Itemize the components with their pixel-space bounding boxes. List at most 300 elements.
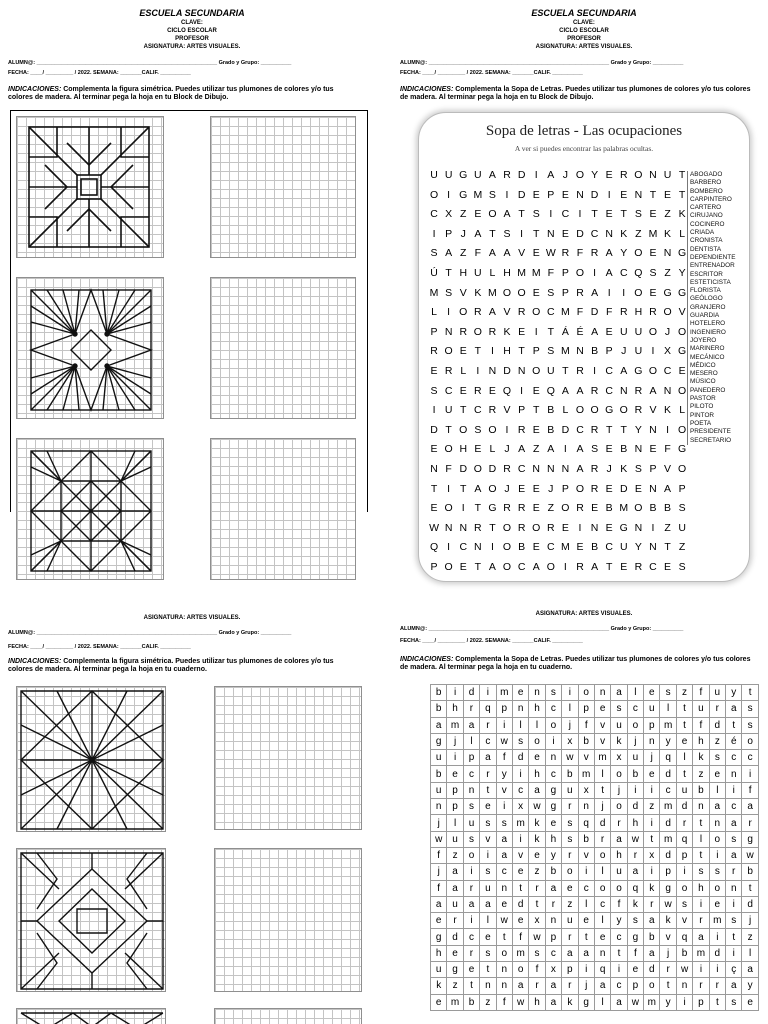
wordsearch-cell[interactable]: x [545,962,561,978]
wordsearch-letter[interactable]: O [488,423,497,436]
wordsearch-letter[interactable]: I [563,561,568,573]
wordsearch-cell[interactable]: r [562,799,578,815]
wordsearch-letter[interactable]: R [547,521,556,534]
wordsearch-cell[interactable]: s [627,913,643,929]
wordsearch-cell[interactable]: m [447,994,463,1010]
wordsearch-letter[interactable]: D [517,169,526,181]
wordsearch-letter[interactable]: G [678,443,687,456]
wordsearch-cell[interactable]: u [562,782,578,798]
wordsearch-cell[interactable]: i [726,945,742,961]
wordsearch-cell[interactable]: e [578,913,594,929]
wordsearch-letter[interactable]: R [430,345,439,358]
wordsearch-letter[interactable]: B [649,502,657,515]
wordsearch-cell[interactable]: x [611,750,627,766]
wordsearch-cell[interactable]: u [480,880,496,896]
wordsearch-cell[interactable]: u [562,913,578,929]
wordsearch-cell[interactable]: j [562,717,578,733]
wordsearch-cell[interactable]: r [447,913,463,929]
wordsearch-cell[interactable]: s [742,701,758,717]
wordsearch-cell[interactable]: w [512,994,528,1010]
wordsearch-letter[interactable]: M [561,345,571,358]
wordsearch-cell[interactable]: i [512,831,528,847]
wordsearch-cell[interactable]: a [726,847,742,863]
wordsearch-letter[interactable]: T [678,169,686,181]
wordsearch-letter[interactable]: R [649,306,658,319]
wordsearch-cell[interactable]: s [463,799,479,815]
wordsearch-cell[interactable]: e [431,913,447,929]
wordsearch-cell[interactable]: t [529,896,545,912]
wordsearch-letter[interactable]: E [518,482,526,495]
wordsearch-cell[interactable]: d [709,945,725,961]
wordsearch-cell[interactable]: c [627,701,643,717]
wordsearch-letter[interactable]: G [459,169,468,181]
wordsearch-cell[interactable]: g [578,994,594,1010]
wordsearch-letter[interactable]: V [503,404,512,417]
wordsearch-letter[interactable]: O [575,267,585,279]
wordsearch-cell[interactable]: g [447,962,463,978]
wordsearch-letter[interactable]: I [447,188,451,201]
wordsearch-letter[interactable]: L [489,443,496,456]
wordsearch-cell[interactable]: s [562,831,578,847]
wordsearch-letter[interactable]: E [532,247,541,260]
wordsearch-cell[interactable]: r [709,701,725,717]
wordsearch-cell[interactable]: v [578,750,594,766]
wordsearch-letter[interactable]: C [605,384,614,397]
wordsearch-letter[interactable]: T [460,482,467,495]
wordsearch-cell[interactable]: o [611,880,627,896]
wordsearch-letter[interactable]: T [620,423,628,436]
wordsearch-cell[interactable]: i [709,929,725,945]
wordsearch-letter[interactable]: Q [502,384,512,397]
wordsearch-cell[interactable]: q [594,962,610,978]
wordsearch-cell[interactable]: q [627,880,643,896]
wordsearch-letter[interactable]: R [503,169,512,181]
wordsearch-letter[interactable]: I [505,423,509,436]
student-field[interactable]: ALUMN@: ___________________________________________________________ Grado y Grupo: __________ [8,60,292,66]
wordsearch-letter[interactable]: O [444,561,454,573]
wordsearch-letter[interactable]: O [532,365,541,377]
wordsearch-letter[interactable]: R [634,384,643,397]
wordsearch-cell[interactable]: e [562,880,578,896]
wordsearch-letter[interactable]: O [561,502,570,515]
wordsearch-cell[interactable]: x [529,913,545,929]
wordsearch-letter[interactable]: O [517,286,527,299]
wordsearch-cell[interactable]: o [611,799,627,815]
wordsearch-cell[interactable]: a [545,978,561,994]
wordsearch-letter[interactable]: S [678,502,687,515]
wordsearch-cell[interactable]: f [627,945,643,961]
wordsearch-letter[interactable]: O [575,482,585,495]
wordsearch-cell[interactable]: b [578,831,594,847]
wordsearch-cell[interactable]: o [627,717,643,733]
wordsearch-cell[interactable]: a [447,880,463,896]
wordsearch-cell[interactable]: i [644,815,660,831]
wordsearch-letter[interactable]: Z [460,247,467,260]
wordsearch-letter[interactable]: V [649,404,657,417]
wordsearch-cell[interactable]: z [447,978,463,994]
wordsearch-cell[interactable]: e [594,701,610,717]
wordsearch-cell[interactable]: u [676,782,692,798]
wordsearch-letter[interactable]: S [445,286,453,299]
wordsearch-cell[interactable]: p [545,929,561,945]
wordsearch-letter[interactable]: O [502,521,512,534]
wordsearch-letter[interactable]: E [605,325,614,338]
wordsearch-letter[interactable]: I [447,541,451,554]
wordsearch-cell[interactable]: o [512,962,528,978]
wordsearch-cell[interactable]: n [644,733,660,749]
wordsearch-cell[interactable]: i [742,766,758,782]
wordsearch-cell[interactable]: k [529,831,545,847]
wordsearch-letter[interactable]: A [561,384,570,397]
wordsearch-cell[interactable]: g [431,929,447,945]
wordsearch-letter[interactable]: R [576,502,585,515]
wordsearch-cell[interactable]: p [676,847,692,863]
wordsearch-letter[interactable]: R [561,247,570,260]
wordsearch-cell[interactable]: a [529,782,545,798]
wordsearch-letter[interactable]: Á [561,325,570,338]
wordsearch-letter[interactable]: N [590,521,599,534]
wordsearch-cell[interactable]: c [463,929,479,945]
wordsearch-letter[interactable]: Z [664,267,672,279]
wordsearch-letter[interactable]: T [605,423,613,436]
wordsearch-letter[interactable]: J [562,169,569,181]
wordsearch-cell[interactable]: g [431,733,447,749]
wordsearch-letter[interactable]: C [459,541,468,554]
wordsearch-cell[interactable]: z [644,799,660,815]
wordsearch-letter[interactable]: N [459,521,468,534]
wordsearch-cell[interactable]: r [463,880,479,896]
wordsearch-letter[interactable]: A [474,227,482,240]
wordsearch-cell[interactable]: r [709,978,725,994]
wordsearch-cell[interactable]: n [676,978,692,994]
wordsearch-letter[interactable]: E [620,561,628,573]
wordsearch-letter[interactable]: I [490,541,495,554]
wordsearch-letter[interactable]: M [473,188,483,201]
wordsearch-cell[interactable]: n [594,945,610,961]
wordsearch-letter[interactable]: C [605,365,614,377]
wordsearch-cell[interactable]: u [644,701,660,717]
date-field[interactable]: FECHA: ____/ _________ / 2022. SEMANA: _______CALIF. __________ [8,644,191,650]
wordsearch-letter[interactable]: P [547,188,555,201]
wordsearch-cell[interactable]: a [578,945,594,961]
wordsearch-cell[interactable]: r [726,864,742,880]
wordsearch-cell[interactable]: k [611,733,627,749]
wordsearch-cell[interactable]: f [693,685,709,701]
wordsearch-letter[interactable]: C [561,208,570,221]
wordsearch-letter[interactable]: E [678,365,687,377]
wordsearch-cell[interactable]: b [463,994,479,1010]
wordsearch-cell[interactable]: c [611,929,627,945]
wordsearch-letter[interactable]: M [531,267,542,279]
wordsearch-letter[interactable]: F [576,247,584,260]
wordsearch-letter[interactable]: Ú [430,267,439,279]
wordsearch-cell[interactable]: z [742,929,758,945]
wordsearch-letter[interactable]: G [678,345,687,358]
wordsearch-letter[interactable]: A [488,306,497,319]
wordsearch-cell[interactable]: w [627,831,643,847]
wordsearch-cell[interactable]: a [562,945,578,961]
wordsearch-letter[interactable]: B [547,423,555,436]
wordsearch-cell[interactable]: s [480,864,496,880]
wordsearch-letter[interactable]: D [576,227,585,240]
wordsearch-cell[interactable]: l [676,750,692,766]
wordsearch-letter[interactable]: R [474,384,483,397]
wordsearch-letter[interactable]: G [619,521,629,534]
student-field[interactable]: ALUMN@: ___________________________________________________________ Grado y Grupo: __________ [8,630,292,636]
wordsearch-letter[interactable]: P [430,325,439,338]
wordsearch-cell[interactable]: v [496,782,512,798]
wordsearch-letter[interactable]: R [517,306,526,319]
wordsearch-cell[interactable]: q [676,929,692,945]
wordsearch-cell[interactable]: s [562,815,578,831]
wordsearch-letter[interactable]: O [634,247,643,260]
wordsearch-letter[interactable]: T [532,227,540,240]
wordsearch-cell[interactable]: b [431,685,447,701]
wordsearch-letter[interactable]: S [547,345,555,358]
wordsearch-cell[interactable]: b [644,929,660,945]
wordsearch-cell[interactable]: y [660,733,676,749]
wordsearch-cell[interactable]: s [709,750,725,766]
wordsearch-letter[interactable]: U [474,169,483,181]
wordsearch-cell[interactable]: e [627,962,643,978]
wordsearch-cell[interactable]: n [512,701,528,717]
wordsearch-cell[interactable]: t [726,717,742,733]
wordsearch-cell[interactable]: l [529,717,545,733]
wordsearch-letter[interactable]: Z [664,208,672,221]
wordsearch-cell[interactable]: o [578,685,594,701]
wordsearch-cell[interactable]: f [496,750,512,766]
wordsearch-cell[interactable]: é [726,733,742,749]
wordsearch-cell[interactable]: i [627,782,643,798]
wordsearch-cell[interactable]: e [496,896,512,912]
wordsearch-cell[interactable]: s [726,994,742,1010]
empty-grid-1[interactable] [210,116,356,258]
wordsearch-cell[interactable]: a [644,913,660,929]
wordsearch-letter[interactable]: E [605,208,614,221]
wordsearch-cell[interactable]: t [742,685,758,701]
wordsearch-cell[interactable]: o [709,831,725,847]
wordsearch-letter[interactable]: D [430,423,439,436]
wordsearch-cell[interactable]: q [660,750,676,766]
wordsearch-cell[interactable]: t [742,880,758,896]
wordsearch-cell[interactable]: e [545,815,561,831]
wordsearch-letter[interactable]: N [547,227,556,240]
wordsearch-letter[interactable]: R [590,463,599,475]
wordsearch-letter[interactable]: A [649,384,657,397]
wordsearch-cell[interactable]: g [545,799,561,815]
wordsearch-letter[interactable]: B [605,502,614,515]
wordsearch-cell[interactable]: i [447,750,463,766]
wordsearch-letter[interactable]: T [664,541,672,554]
wordsearch-cell[interactable]: e [512,913,528,929]
wordsearch-cell[interactable]: x [644,847,660,863]
wordsearch-cell[interactable]: b [742,864,758,880]
student-field[interactable]: ALUMN@: ___________________________________________________________ Grado y Grupo: __________ [400,60,684,66]
wordsearch-cell[interactable]: m [594,750,610,766]
wordsearch-letter[interactable]: E [430,365,439,377]
wordsearch-letter[interactable]: I [593,365,597,377]
wordsearch-letter[interactable]: E [459,384,468,397]
wordsearch-cell[interactable]: u [611,717,627,733]
wordsearch-letter[interactable]: N [605,227,614,240]
wordsearch-cell[interactable]: t [726,929,742,945]
wordsearch-letter[interactable]: R [503,502,512,515]
wordsearch-letter[interactable]: O [634,286,643,299]
wordsearch-cell[interactable]: r [480,766,496,782]
wordsearch-cell[interactable]: i [480,685,496,701]
wordsearch-letter[interactable]: O [532,521,541,534]
wordsearch-letter[interactable]: A [503,208,512,221]
wordsearch-letter[interactable]: C [517,561,526,573]
wordsearch-letter[interactable]: O [502,561,512,573]
wordsearch-letter[interactable]: I [607,188,612,201]
wordsearch-cell[interactable]: p [644,717,660,733]
wordsearch-cell[interactable]: d [463,685,479,701]
wordsearch-cell[interactable]: o [611,766,627,782]
wordsearch-cell[interactable]: a [742,962,758,978]
wordsearch-cell[interactable]: a [726,701,742,717]
wordsearch-cell[interactable]: w [562,750,578,766]
wordsearch-letter[interactable]: O [532,306,541,319]
wordsearch-cell[interactable]: h [529,766,545,782]
wordsearch-letter[interactable]: B [664,502,672,515]
wordsearch-cell[interactable]: y [545,847,561,863]
wordsearch-letter[interactable]: E [561,521,570,534]
wordsearch-cell[interactable]: h [611,847,627,863]
wordsearch-cell[interactable]: y [611,913,627,929]
wordsearch-letter[interactable]: I [447,482,451,495]
wordsearch-letter[interactable]: G [634,365,643,377]
wordsearch-letter[interactable]: R [488,325,497,338]
wordsearch-cell[interactable]: i [562,685,578,701]
wordsearch-letter[interactable]: O [663,306,673,319]
wordsearch-letter[interactable]: C [547,541,556,554]
wordsearch-letter[interactable]: E [649,443,657,456]
wordsearch-cell[interactable]: l [562,701,578,717]
wordsearch-cell[interactable]: e [709,896,725,912]
empty-grid-5[interactable] [214,848,362,992]
wordsearch-cell[interactable]: e [447,945,463,961]
wordsearch-letter[interactable]: M [488,286,498,299]
wordsearch-cell[interactable]: z [447,847,463,863]
wordsearch-cell[interactable]: f [431,847,447,863]
empty-grid-4[interactable] [214,686,362,830]
wordsearch-cell[interactable]: s [496,815,512,831]
wordsearch-letter[interactable]: I [593,267,597,279]
wordsearch-letter[interactable]: C [474,404,483,417]
wordsearch-letter[interactable]: T [532,404,540,417]
wordsearch-letter[interactable]: L [679,404,686,417]
wordsearch-cell[interactable]: t [676,766,692,782]
wordsearch-letter[interactable]: Z [678,541,686,554]
wordsearch-cell[interactable]: p [693,994,709,1010]
wordsearch-table[interactable] [430,684,759,1011]
wordsearch-letter[interactable]: O [502,541,512,554]
wordsearch-letter[interactable]: R [634,404,643,417]
wordsearch-letter[interactable]: R [488,404,497,417]
wordsearch-letter[interactable]: O [678,384,687,397]
wordsearch-letter[interactable]: G [488,502,497,515]
wordsearch-cell[interactable]: a [742,799,758,815]
wordsearch-cell[interactable]: j [431,815,447,831]
wordsearch-letter[interactable]: I [432,404,436,417]
wordsearch-letter[interactable]: T [620,208,628,221]
wordsearch-letter[interactable]: R [576,286,585,299]
wordsearch-cell[interactable]: s [512,733,528,749]
date-field[interactable]: FECHA: ____/ _________ / 2022. SEMANA: _______CALIF. __________ [400,70,583,76]
wordsearch-cell[interactable]: r [562,929,578,945]
wordsearch-cell[interactable]: i [693,896,709,912]
wordsearch-letter[interactable]: O [575,169,585,181]
wordsearch-letter[interactable]: O [575,404,585,417]
wordsearch-cell[interactable]: l [594,994,610,1010]
wordsearch-cell[interactable]: t [660,978,676,994]
wordsearch-cell[interactable]: e [512,864,528,880]
wordsearch-cell[interactable]: p [463,750,479,766]
wordsearch-letter[interactable]: V [503,306,512,319]
wordsearch-letter[interactable]: G [605,404,614,417]
wordsearch-letter[interactable]: O [634,502,643,515]
wordsearch-cell[interactable]: v [594,733,610,749]
wordsearch-letter[interactable]: O [619,404,629,417]
wordsearch-cell[interactable]: q [578,815,594,831]
wordsearch-cell[interactable]: o [594,880,610,896]
wordsearch-letter[interactable]: E [561,227,570,240]
wordsearch-cell[interactable]: a [512,978,528,994]
wordsearch-letter[interactable]: E [474,443,482,456]
wordsearch-letter[interactable]: H [634,306,643,319]
wordsearch-cell[interactable]: b [545,864,561,880]
wordsearch-letter[interactable]: I [651,345,655,358]
wordsearch-cell[interactable]: w [660,896,676,912]
wordsearch-letter[interactable]: B [547,404,555,417]
wordsearch-letter[interactable]: Z [635,227,643,240]
wordsearch-cell[interactable]: o [644,978,660,994]
wordsearch-cell[interactable]: n [726,880,742,896]
wordsearch-cell[interactable]: r [594,831,610,847]
wordsearch-cell[interactable]: j [644,750,660,766]
wordsearch-letter[interactable]: T [474,561,482,573]
wordsearch-letter[interactable]: T [474,502,482,515]
wordsearch-letter[interactable]: E [649,247,657,260]
wordsearch-cell[interactable]: c [545,701,561,717]
wordsearch-cell[interactable]: h [529,994,545,1010]
wordsearch-cell[interactable]: n [496,880,512,896]
wordsearch-letter[interactable]: T [518,208,526,221]
wordsearch-letter[interactable]: O [678,325,687,338]
wordsearch-cell[interactable]: d [660,815,676,831]
wordsearch-cell[interactable]: f [578,717,594,733]
wordsearch-cell[interactable]: b [627,766,643,782]
wordsearch-cell[interactable]: m [709,913,725,929]
wordsearch-letter[interactable]: J [606,463,613,475]
wordsearch-letter[interactable]: E [532,423,541,436]
wordsearch-cell[interactable]: m [693,945,709,961]
wordsearch-cell[interactable]: t [463,978,479,994]
wordsearch-letter[interactable]: Y [591,169,599,181]
wordsearch-letter[interactable]: E [518,325,526,338]
wordsearch-cell[interactable]: i [480,847,496,863]
wordsearch-letter[interactable]: V [459,286,468,299]
wordsearch-cell[interactable]: e [594,929,610,945]
wordsearch-letter[interactable]: P [561,286,570,299]
wordsearch-cell[interactable]: a [431,717,447,733]
wordsearch-cell[interactable]: l [512,717,528,733]
wordsearch-letter[interactable]: M [517,267,527,279]
wordsearch-letter[interactable]: U [634,345,643,358]
wordsearch-letter[interactable]: T [460,404,467,417]
wordsearch-letter[interactable]: I [520,227,524,240]
